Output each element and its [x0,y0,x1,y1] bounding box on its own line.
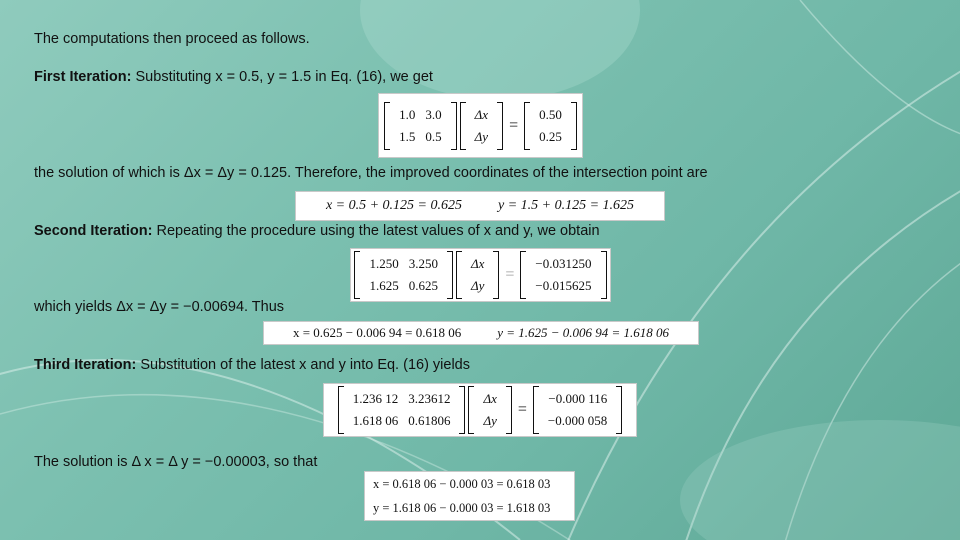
iteration-1-label: First Iteration: [34,69,132,85]
vector-cell: Δy [474,128,489,144]
coefficient-matrix [384,102,457,150]
iteration-3-heading [34,357,470,373]
unknowns-vector [456,251,499,299]
matrix-cell: 0.5 [425,128,442,144]
iteration-3-text: Substitution of the latest x and y into Eq. (16) yields [136,357,470,373]
vector-cell: Δx [483,391,497,406]
matrix-cell: 1.618 06 [352,413,399,428]
matrix-cell: 3.23612 [408,391,451,406]
iteration-3-update-box [364,471,575,521]
matrix-cell: 1.250 [369,256,399,271]
iteration-1-matrix-equation [378,93,583,158]
iteration-1-solution-text: the solution of which is Δx = Δy = 0.125. Therefore, the improved coordinates of the intersection point are [34,165,708,181]
rhs-vector [524,102,577,150]
iteration-2-label: Second Iteration: [34,223,153,239]
iteration-2-solution-text: which yields Δx = Δy = −0.00694. Thus [34,299,285,315]
iteration-2-update-box [263,321,699,345]
coefficient-matrix [338,386,466,434]
iteration-3-solution-text: The solution is Δ x = Δ y = −0.00003, so that [34,454,318,470]
matrix-cell: 0.625 [408,278,438,293]
matrix-cell: 0.61806 [408,413,451,428]
matrix-cell: 3.250 [408,256,438,271]
vector-cell: Δx [474,106,489,122]
update-y: y = 1.625 − 0.006 94 = 1.618 06 [497,325,670,340]
matrix-cell: 1.5 [399,128,416,144]
update-x: x = 0.625 − 0.006 94 = 0.618 06 [292,325,462,340]
rhs-vector [533,386,622,434]
iteration-1-text: Substituting x = 0.5, y = 1.5 in Eq. (16), we get [131,69,433,85]
rhs-vector [520,251,606,299]
unknowns-vector [460,102,503,150]
iteration-2-heading [34,223,600,239]
matrix-cell: 3.0 [425,106,442,122]
vector-cell: 0.50 [539,106,562,122]
intro-text: The computations then proceed as follows. [34,31,310,47]
matrix-cell: 1.236 12 [352,391,399,406]
equals-sign: = [517,401,527,418]
vector-cell: 0.25 [539,128,562,144]
equals-sign: = [505,266,515,283]
iteration-1-heading [34,69,433,85]
vector-cell: Δx [470,256,485,271]
coefficient-matrix [354,251,453,299]
equals-sign: = [509,116,519,134]
iteration-3-label: Third Iteration: [34,357,137,373]
iteration-2-matrix-equation [350,248,611,302]
matrix-cell: 1.625 [369,278,399,293]
update-y: y = 1.618 06 − 0.000 03 = 1.618 03 [373,500,551,515]
iteration-3-matrix-equation [323,383,637,437]
vector-cell: −0.000 058 [547,413,608,428]
vector-cell: −0.015625 [535,278,592,293]
iteration-2-text: Repeating the procedure using the latest values of x and y, we obtain [152,223,600,239]
iteration-1-update-box [295,191,665,221]
update-x: x = 0.618 06 − 0.000 03 = 0.618 03 [373,476,551,491]
update-x: x = 0.5 + 0.125 = 0.625 [325,198,462,213]
vector-cell: −0.000 116 [548,391,608,406]
update-y: y = 1.5 + 0.125 = 1.625 [498,198,635,213]
vector-cell: Δy [470,278,485,293]
vector-cell: −0.031250 [535,256,592,271]
unknowns-vector [468,386,511,434]
vector-cell: Δy [483,413,497,428]
matrix-cell: 1.0 [399,106,416,122]
